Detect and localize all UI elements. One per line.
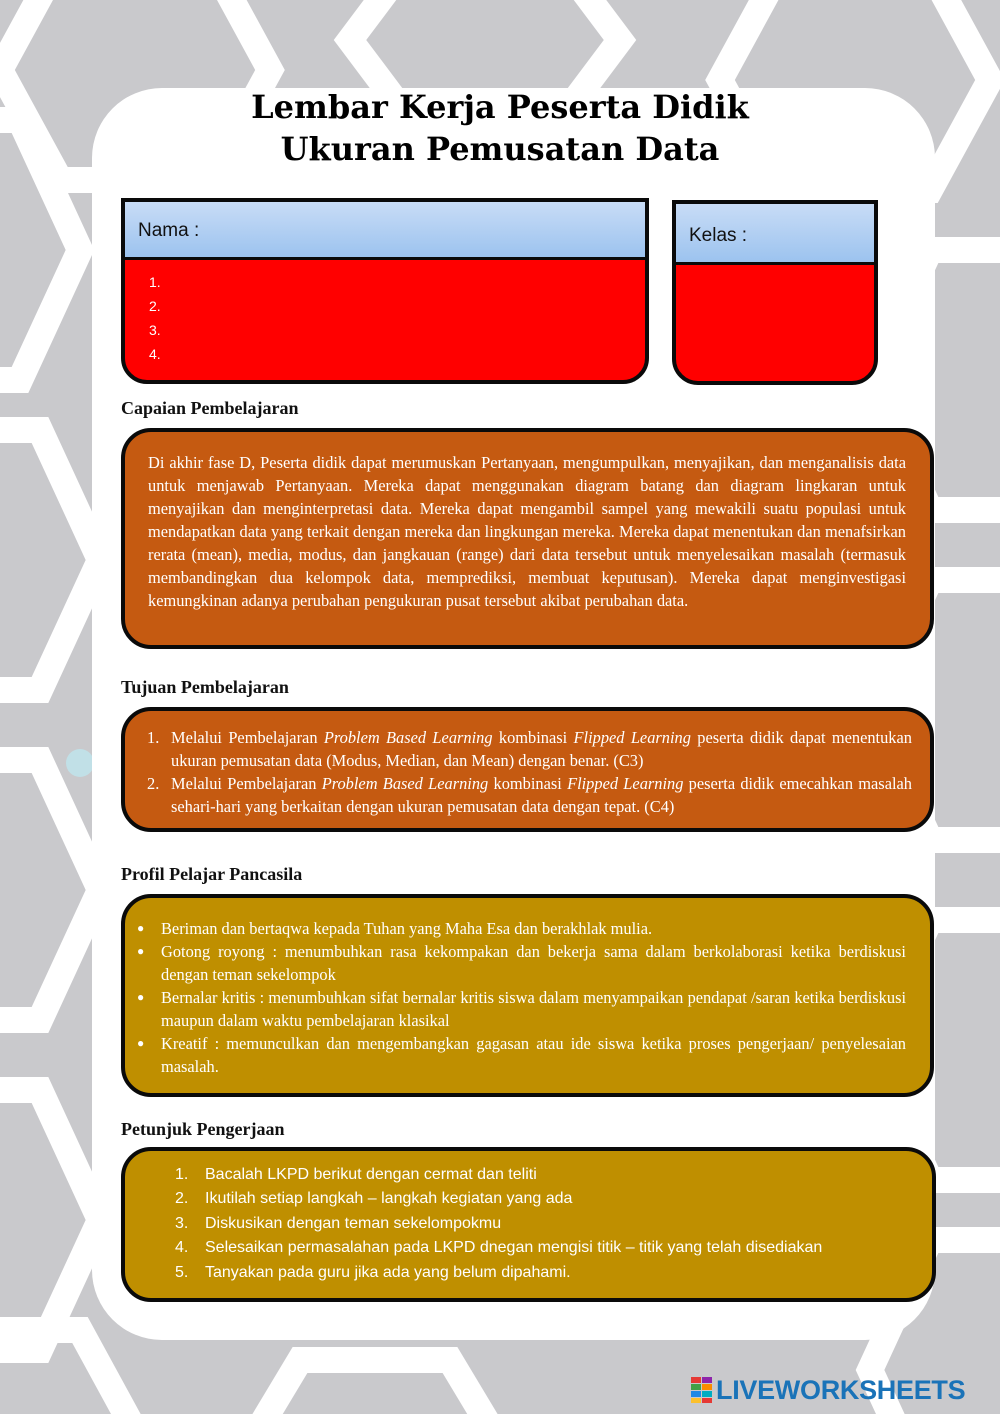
- kelas-box[interactable]: [672, 200, 878, 385]
- list-text: Bernalar kritis : menumbuhkan sifat bernalar kritis siswa dalam menyampaikan pendapat /saran ketika berdiskusi maupun dalam waktu pembelajaran klasikal: [161, 988, 906, 1030]
- list-item: [147, 772, 912, 818]
- list-item[interactable]: 2.: [149, 298, 161, 314]
- list-item[interactable]: 3.: [149, 322, 161, 338]
- list-text: Kreatif : memunculkan dan mengembangkan gagasan atau ide siswa ketika proses pengerjaan/ penyelesaian masalah.: [161, 1034, 906, 1076]
- list-text: Beriman dan bertaqwa kepada Tuhan yang Maha Esa dan berakhlak mulia.: [161, 919, 653, 938]
- petunjuk-list: [125, 1151, 932, 1285]
- capaian-text: Di akhir fase D, Peserta didik dapat merumuskan Pertanyaan, mengumpulkan, menyajikan, dan menganalisis data untuk menjawab Pertanyaan. Mereka dapat menggunakan diagram batang dan diagram lingkaran untuk menyajikan dan menginterpretasi data. Mereka dapat mengambil sampel yang mewakili suatu populasi untuk mendapatkan data yang terkait dengan mereka dan lingkungan mereka. Mereka dapat menentukan dan menafsirkan rerata (mean), media, modus, dan jangkauan (range) dari data tersebut untuk menyelesaikan masalah (termasuk membandingkan dua kelompok data, memprediksi, membuat keputusan). Mereka dapat menginvestigasi kemungkinan adanya perubahan pengukuran pusat tersebut akibat perubahan data.: [148, 453, 906, 610]
- nama-header: [125, 202, 645, 260]
- nama-box[interactable]: [121, 198, 649, 384]
- list-text: Melalui Pembelajaran Problem Based Learning kombinasi Flipped Learning peserta didik dapat menentukan ukuran pemusatan data (Modus, Median, dan Mean) dengan benar. (C3): [171, 728, 912, 770]
- petunjuk-heading: Petunjuk Pengerjaan: [121, 1119, 285, 1139]
- tujuan-heading: Tujuan Pembelajaran: [121, 677, 289, 697]
- list-number: 1.: [147, 728, 160, 747]
- kelas-label: Kelas :: [689, 225, 748, 246]
- title-line-2: Ukuran Pemusatan Data: [280, 130, 720, 168]
- bullet-icon: ●: [137, 944, 145, 958]
- list-item: 3. Diskusikan dengan teman sekelompokmu: [175, 1214, 502, 1232]
- brand-name: LIVEWORKSHEETS: [716, 1374, 966, 1405]
- page-title: [0, 86, 1000, 170]
- capaian-heading: Capaian Pembelajaran: [121, 398, 299, 418]
- list-text: Gotong royong : menumbuhkan rasa kekompakan dan bekerja sama dalam berkolaborasi ketika berdiskusi dengan teman sekelompok: [161, 942, 906, 984]
- list-text: Melalui Pembelajaran Problem Based Learning kombinasi Flipped Learning peserta didik emecahkan masalah sehari-hari yang berkaitan dengan ukuran pemusatan data dengan tepat. (C4): [171, 774, 912, 816]
- tujuan-list: [125, 711, 930, 818]
- list-item: [137, 1032, 906, 1076]
- profil-list: [125, 898, 930, 1076]
- list-item: 5. Tanyakan pada guru jika ada yang belum dipahami.: [175, 1263, 571, 1281]
- list-number: 2.: [147, 774, 160, 793]
- bullet-icon: ●: [137, 1036, 145, 1050]
- list-item: [137, 986, 906, 1032]
- bullet-icon: ●: [137, 921, 145, 935]
- list-item: 2. Ikutilah setiap langkah – langkah kegiatan yang ada: [175, 1190, 573, 1208]
- bullet-icon: ●: [137, 990, 145, 1004]
- list-item: [147, 726, 912, 772]
- profil-panel: [121, 894, 934, 1097]
- profil-heading: Profil Pelajar Pancasila: [121, 864, 303, 884]
- nama-label: Nama :: [138, 220, 200, 241]
- list-item[interactable]: 4.: [149, 346, 161, 362]
- petunjuk-panel: [121, 1147, 936, 1302]
- list-item: [137, 940, 906, 986]
- kelas-header: [676, 204, 874, 265]
- list-item[interactable]: 1.: [149, 274, 161, 290]
- list-item: [137, 917, 906, 940]
- nama-number-list: [125, 260, 645, 366]
- title-line-1: Lembar Kerja Peserta Didik: [251, 88, 749, 126]
- list-item: 1. Bacalah LKPD berikut dengan cermat dan teliti: [175, 1166, 537, 1183]
- list-item: 4. Selesaikan permasalahan pada LKPD dnegan mengisi titik – titik yang telah disediakan: [175, 1239, 823, 1257]
- liveworksheets-logo[interactable]: [691, 1374, 965, 1406]
- tujuan-panel: [121, 707, 934, 832]
- capaian-panel: [121, 428, 934, 649]
- liveworksheets-logo-icon: [691, 1377, 713, 1403]
